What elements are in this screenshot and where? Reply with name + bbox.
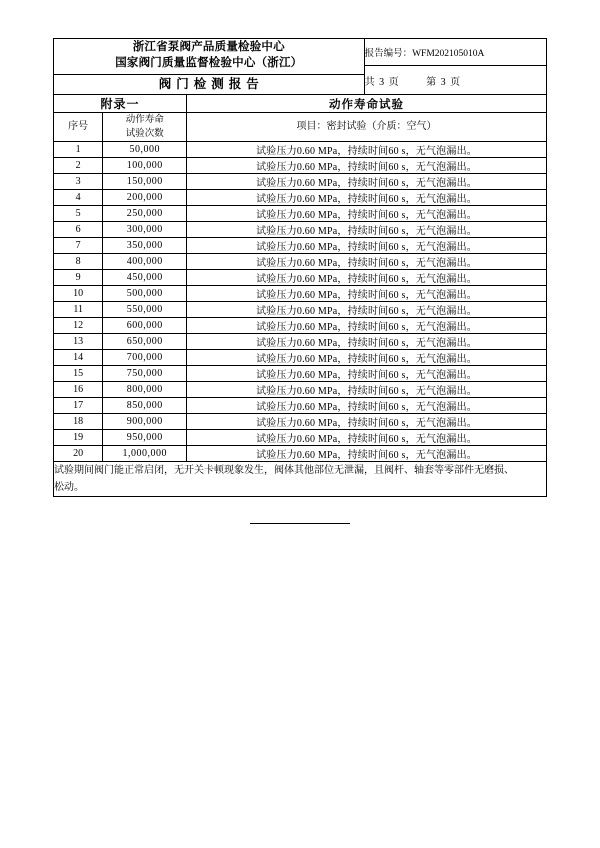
cell-cycles: 800,000 xyxy=(103,382,187,398)
org-name-line2: 国家阀门质量监督检验中心（浙江） xyxy=(115,57,303,69)
cell-cycles: 500,000 xyxy=(103,286,187,302)
cell-cycles: 700,000 xyxy=(103,350,187,366)
cell-description: 试验压力0.60 MPa，持续时间60 s，无气泡漏出。 xyxy=(187,414,547,430)
cell-cycles: 850,000 xyxy=(103,398,187,414)
cell-description: 试验压力0.60 MPa，持续时间60 s，无气泡漏出。 xyxy=(187,286,547,302)
cell-cycles: 400,000 xyxy=(103,254,187,270)
issuing-org-cell xyxy=(54,39,365,95)
cell-cycles: 50,000 xyxy=(103,142,187,158)
cell-index: 20 xyxy=(54,446,103,462)
total-pages-unit: 页 xyxy=(388,76,400,88)
table-row xyxy=(54,142,547,158)
cell-description: 试验压力0.60 MPa，持续时间60 s，无气泡漏出。 xyxy=(187,334,547,350)
column-header-item: 项目：密封试验（介质：空气） xyxy=(187,113,547,142)
cell-index: 2 xyxy=(54,158,103,174)
conclusion-note-line1: 试验期间阀门能正常启闭，无开关卡顿现象发生，阀体其他部位无泄漏，且阀杆、轴套等零部件无磨损、 xyxy=(54,465,514,476)
cell-index: 10 xyxy=(54,286,103,302)
note-row xyxy=(54,462,547,497)
cell-description: 试验压力0.60 MPa，持续时间60 s，无气泡漏出。 xyxy=(187,350,547,366)
cell-cycles: 650,000 xyxy=(103,334,187,350)
cell-cycles: 300,000 xyxy=(103,222,187,238)
cell-index: 19 xyxy=(54,430,103,446)
cell-index: 14 xyxy=(54,350,103,366)
cell-cycles: 200,000 xyxy=(103,190,187,206)
cell-description: 试验压力0.60 MPa，持续时间60 s，无气泡漏出。 xyxy=(187,318,547,334)
cell-index: 3 xyxy=(54,174,103,190)
table-header-row xyxy=(54,113,547,142)
document-title: 阀门检测报告 xyxy=(158,77,264,91)
table-row xyxy=(54,318,547,334)
table-row xyxy=(54,190,547,206)
column-header-cycles-line1: 动作寿命 xyxy=(125,115,164,125)
table-row xyxy=(54,334,547,350)
cell-index: 18 xyxy=(54,414,103,430)
cell-cycles: 350,000 xyxy=(103,238,187,254)
table-row xyxy=(54,222,547,238)
table-row xyxy=(54,286,547,302)
report-header-table xyxy=(53,38,547,95)
table-row xyxy=(54,206,547,222)
cell-index: 8 xyxy=(54,254,103,270)
cell-description: 试验压力0.60 MPa，持续时间60 s，无气泡漏出。 xyxy=(187,366,547,382)
cell-index: 5 xyxy=(54,206,103,222)
cell-index: 12 xyxy=(54,318,103,334)
conclusion-note xyxy=(54,462,547,497)
cell-cycles: 250,000 xyxy=(103,206,187,222)
table-row xyxy=(54,254,547,270)
cell-index: 15 xyxy=(54,366,103,382)
cell-index: 1 xyxy=(54,142,103,158)
cell-index: 6 xyxy=(54,222,103,238)
appendix-title: 动作寿命试验 xyxy=(187,95,547,113)
header-row-top xyxy=(54,39,547,66)
conclusion-note-line2: 松动。 xyxy=(54,482,84,493)
current-page-value: 3 xyxy=(440,76,447,88)
cell-index: 11 xyxy=(54,302,103,318)
current-page-group xyxy=(426,73,461,88)
footer-rule xyxy=(250,523,350,524)
cell-cycles: 950,000 xyxy=(103,430,187,446)
cell-description: 试验压力0.60 MPa，持续时间60 s，无气泡漏出。 xyxy=(187,270,547,286)
cell-index: 13 xyxy=(54,334,103,350)
report-number-value: WFM202105010A xyxy=(412,49,485,60)
cell-cycles: 900,000 xyxy=(103,414,187,430)
table-row xyxy=(54,350,547,366)
cell-description: 试验压力0.60 MPa，持续时间60 s，无气泡漏出。 xyxy=(187,430,547,446)
table-row xyxy=(54,174,547,190)
cell-cycles: 550,000 xyxy=(103,302,187,318)
cell-cycles: 100,000 xyxy=(103,158,187,174)
cell-cycles: 450,000 xyxy=(103,270,187,286)
table-row xyxy=(54,382,547,398)
table-row xyxy=(54,414,547,430)
cell-description: 试验压力0.60 MPa，持续时间60 s，无气泡漏出。 xyxy=(187,142,547,158)
column-header-cycles-line2: 试验次数 xyxy=(125,129,164,139)
cell-description: 试验压力0.60 MPa，持续时间60 s，无气泡漏出。 xyxy=(187,222,547,238)
cell-cycles: 750,000 xyxy=(103,366,187,382)
cell-index: 16 xyxy=(54,382,103,398)
cell-description: 试验压力0.60 MPa，持续时间60 s，无气泡漏出。 xyxy=(187,238,547,254)
table-row xyxy=(54,430,547,446)
cell-description: 试验压力0.60 MPa，持续时间60 s，无气泡漏出。 xyxy=(187,382,547,398)
table-row xyxy=(54,398,547,414)
cell-cycles: 1,000,000 xyxy=(103,446,187,462)
cell-cycles: 150,000 xyxy=(103,174,187,190)
total-pages-group xyxy=(365,73,400,88)
cell-description: 试验压力0.60 MPa，持续时间60 s，无气泡漏出。 xyxy=(187,398,547,414)
cell-index: 17 xyxy=(54,398,103,414)
current-page-unit: 页 xyxy=(450,76,462,88)
report-body xyxy=(53,38,547,524)
cell-index: 9 xyxy=(54,270,103,286)
cell-description: 试验压力0.60 MPa，持续时间60 s，无气泡漏出。 xyxy=(187,174,547,190)
table-row xyxy=(54,158,547,174)
appendix-title-row xyxy=(54,95,547,113)
total-pages-value: 3 xyxy=(379,76,386,88)
org-name-line1: 浙江省泵阀产品质量检验中心 xyxy=(132,41,285,53)
cell-description: 试验压力0.60 MPa，持续时间60 s，无气泡漏出。 xyxy=(187,254,547,270)
pagination-cell xyxy=(364,66,546,95)
cell-index: 4 xyxy=(54,190,103,206)
current-page-label: 第 xyxy=(426,76,438,88)
cell-description: 试验压力0.60 MPa，持续时间60 s，无气泡漏出。 xyxy=(187,446,547,462)
cell-description: 试验压力0.60 MPa，持续时间60 s，无气泡漏出。 xyxy=(187,302,547,318)
cell-description: 试验压力0.60 MPa，持续时间60 s，无气泡漏出。 xyxy=(187,158,547,174)
column-header-cycles xyxy=(103,113,187,142)
appendix-label: 附录一 xyxy=(54,95,187,113)
table-row xyxy=(54,302,547,318)
total-pages-label: 共 xyxy=(364,76,376,88)
cell-description: 试验压力0.60 MPa，持续时间60 s，无气泡漏出。 xyxy=(187,190,547,206)
table-row xyxy=(54,270,547,286)
table-row xyxy=(54,238,547,254)
report-number-cell xyxy=(364,39,546,66)
cell-description: 试验压力0.60 MPa，持续时间60 s，无气泡漏出。 xyxy=(187,206,547,222)
report-number-label: 报告编号： xyxy=(364,49,413,60)
cell-cycles: 600,000 xyxy=(103,318,187,334)
column-header-index: 序号 xyxy=(54,113,103,142)
cell-index: 7 xyxy=(54,238,103,254)
appendix-table xyxy=(53,94,547,497)
table-row xyxy=(54,446,547,462)
table-row xyxy=(54,366,547,382)
